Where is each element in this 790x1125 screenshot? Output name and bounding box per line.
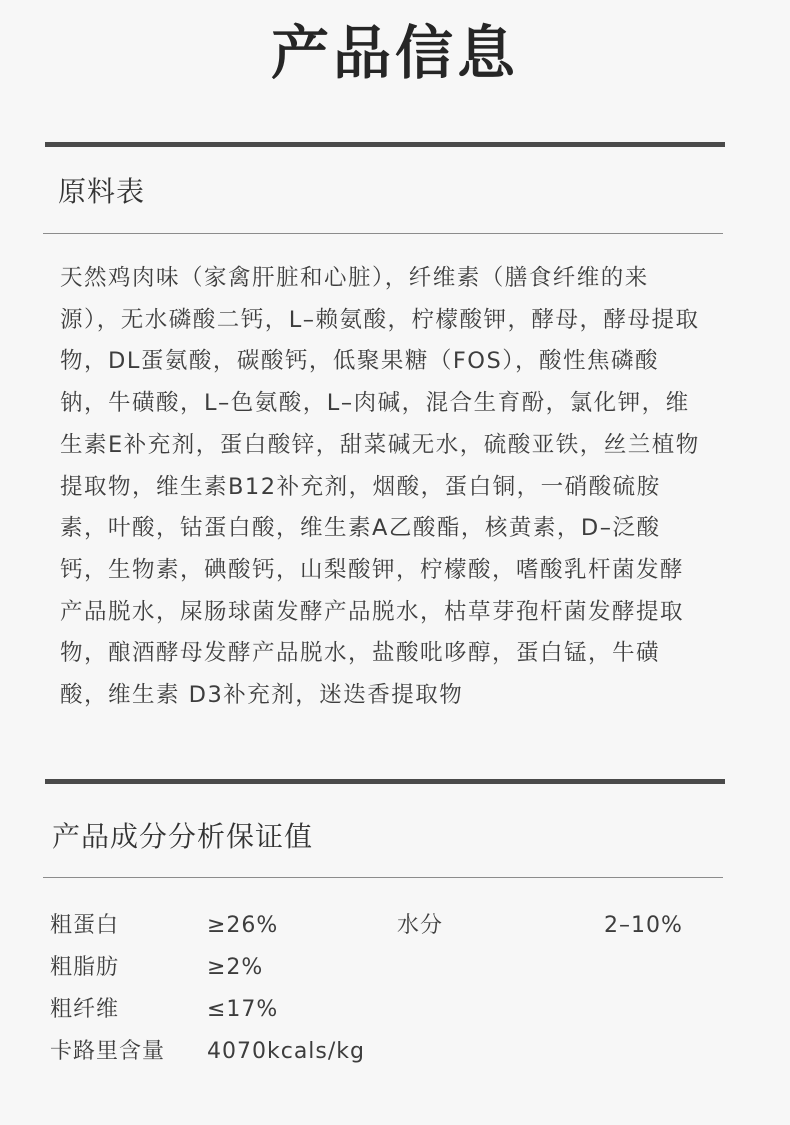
analysis-value: ≥26% <box>207 913 279 938</box>
analysis-value: 4070kcals/kg <box>207 1039 365 1064</box>
analysis-label-moisture: 水分 <box>397 913 444 938</box>
ingredients-heading: 原料表 <box>58 175 146 208</box>
analysis-value-moisture: 2–10% <box>604 913 683 938</box>
middle-divider <box>45 779 725 784</box>
analysis-label: 卡路里含量 <box>50 1039 166 1064</box>
analysis-value: ≤17% <box>207 997 279 1022</box>
analysis-label: 粗脂肪 <box>50 955 120 980</box>
page-title: 产品信息 <box>270 19 519 87</box>
top-divider <box>45 142 725 147</box>
analysis-heading-divider <box>43 877 723 878</box>
analysis-label: 粗纤维 <box>50 997 120 1022</box>
analysis-heading: 产品成分分析保证值 <box>52 820 314 853</box>
analysis-value: ≥2% <box>207 955 264 980</box>
analysis-label: 粗蛋白 <box>50 913 120 938</box>
ingredients-heading-divider <box>43 233 723 234</box>
ingredients-list: 天然鸡肉味（家禽肝脏和心脏），纤维素（膳食纤维的来源），无水磷酸二钙，L–赖氨酸，柠檬酸钾，酵母，酵母提取物，DL蛋氨酸，碳酸钙，低聚果糖（FOS），酸性焦磷酸钠，牛磺酸，L–色氨酸，L–肉碱，混合生育酚，氯化钾，维生素E补充剂，蛋白酸锌，甜菜碱无水，硫酸亚铁，丝兰植物提取物，维生素B12补充剂，烟酸，蛋白铜，一硝酸硫胺素，叶酸，钴蛋白酸，维生素A乙酸酯，核黄素，D–泛酸钙，生物素，碘酸钙，山梨酸钾，柠檬酸，嗜酸乳杆菌发酵产品脱水，屎肠球菌发酵产品脱水，枯草芽孢杆菌发酵提取物，酿酒酵母发酵产品脱水，盐酸吡哆醇，蛋白锰，牛磺酸，维生素 D3补充剂，迷迭香提取物 <box>60 265 700 709</box>
